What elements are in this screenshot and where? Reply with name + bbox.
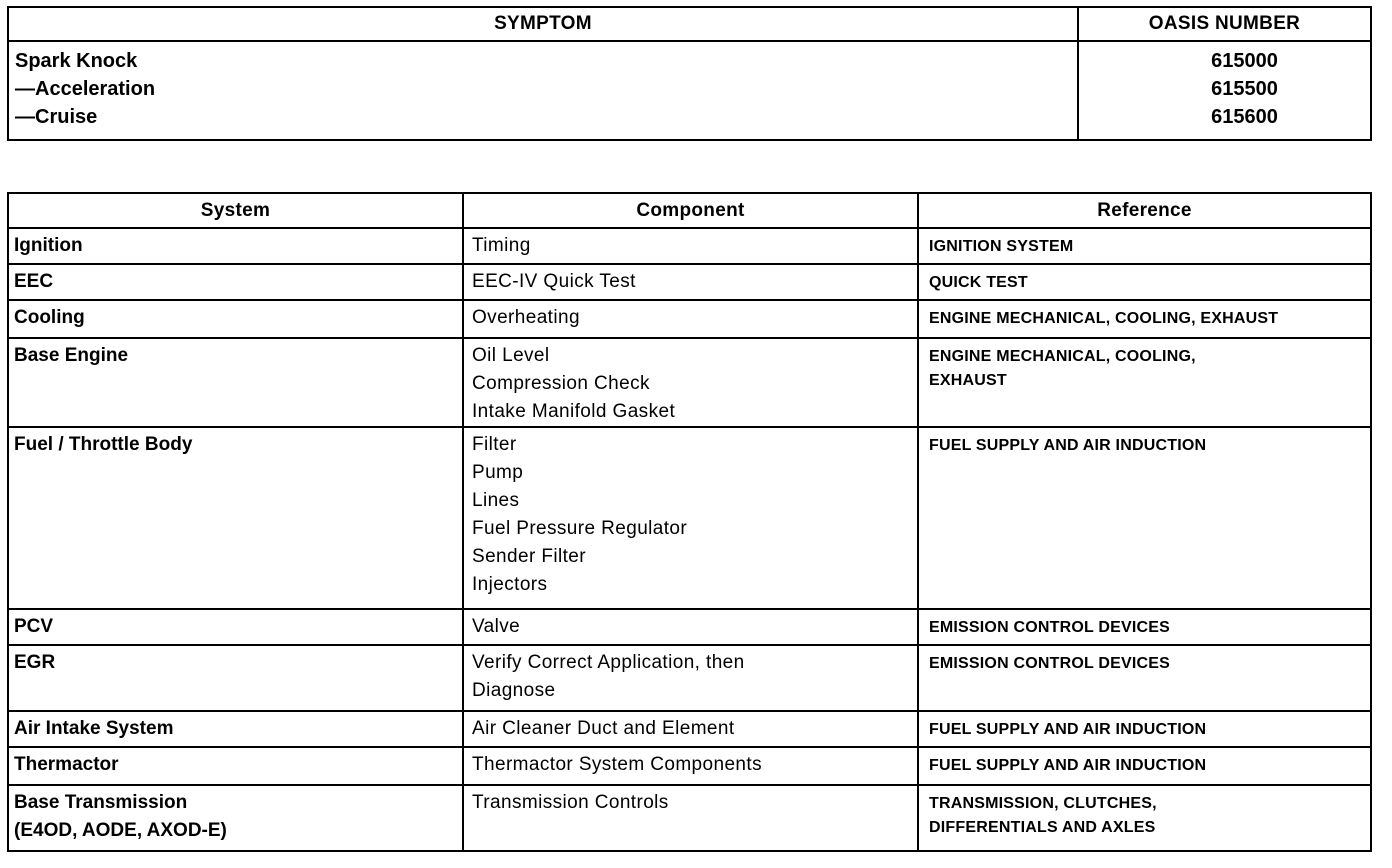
- component-text: Verify Correct Application, then: [472, 652, 745, 673]
- table-row: [8, 609, 1371, 645]
- component-text: Oil Level: [472, 345, 550, 366]
- component-text: Lines: [472, 490, 520, 511]
- component-text: Compression Check: [472, 373, 650, 394]
- system-cell: [8, 609, 463, 645]
- reference-header: Reference: [918, 193, 1371, 228]
- table-row: [8, 300, 1371, 338]
- component-cell: [463, 300, 918, 338]
- reference-text: ENGINE MECHANICAL, COOLING, EXHAUST: [929, 310, 1279, 327]
- table-row: [8, 228, 1371, 264]
- symptom-cell: [8, 41, 1078, 140]
- component-cell: [463, 264, 918, 300]
- component-text: Transmission Controls: [472, 792, 669, 813]
- reference-text: ENGINE MECHANICAL, COOLING,: [929, 348, 1196, 365]
- reference-cell: [918, 645, 1371, 711]
- system-text: Cooling: [14, 307, 85, 328]
- system-text: Air Intake System: [14, 718, 174, 739]
- table-row: [8, 264, 1371, 300]
- system-text: EEC: [14, 271, 54, 292]
- reference-cell: [918, 609, 1371, 645]
- component-text: Diagnose: [472, 680, 556, 701]
- component-text: Injectors: [472, 574, 548, 595]
- system-text: Base Transmission: [14, 792, 188, 813]
- diagnosis-table: [7, 192, 1372, 852]
- system-text: Ignition: [14, 235, 83, 256]
- system-text: (E4OD, AODE, AXOD-E): [14, 820, 227, 841]
- symptom-header: SYMPTOM: [8, 7, 1078, 41]
- reference-cell: [918, 300, 1371, 338]
- component-text: Filter: [472, 434, 517, 455]
- diagnosis-body: [8, 228, 1371, 851]
- oasis-number-header: OASIS NUMBER: [1078, 7, 1371, 41]
- component-text: Valve: [472, 616, 521, 637]
- system-text: Thermactor: [14, 754, 119, 775]
- reference-cell: [918, 747, 1371, 785]
- component-text: EEC-IV Quick Test: [472, 271, 636, 292]
- component-header: Component: [463, 193, 918, 228]
- component-text: Timing: [472, 235, 531, 256]
- symptom-row: [8, 41, 1371, 140]
- component-cell: [463, 338, 918, 427]
- component-text: Pump: [472, 462, 524, 483]
- reference-text: FUEL SUPPLY AND AIR INDUCTION: [929, 721, 1207, 738]
- oasis-number: 615600: [1211, 106, 1278, 128]
- table-row: [8, 747, 1371, 785]
- system-text: PCV: [14, 616, 54, 637]
- symptom-text: —Cruise: [15, 106, 98, 128]
- component-cell: [463, 711, 918, 747]
- system-text: Base Engine: [14, 345, 129, 366]
- table-row: [8, 785, 1371, 851]
- system-text: EGR: [14, 652, 56, 673]
- system-cell: [8, 747, 463, 785]
- reference-cell: [918, 228, 1371, 264]
- symptom-text: —Acceleration: [15, 78, 156, 100]
- system-cell: [8, 785, 463, 851]
- symptom-header-row: [8, 7, 1371, 41]
- diagnosis-header-row: [8, 193, 1371, 228]
- component-cell: [463, 427, 918, 609]
- component-text: Overheating: [472, 307, 580, 328]
- system-cell: [8, 711, 463, 747]
- component-text: Fuel Pressure Regulator: [472, 518, 688, 539]
- component-text: Sender Filter: [472, 546, 586, 567]
- reference-text: DIFFERENTIALS AND AXLES: [929, 819, 1156, 836]
- system-cell: [8, 645, 463, 711]
- system-cell: [8, 338, 463, 427]
- system-text: Fuel / Throttle Body: [14, 434, 193, 455]
- reference-cell: [918, 264, 1371, 300]
- reference-cell: [918, 338, 1371, 427]
- reference-text: QUICK TEST: [929, 274, 1028, 291]
- reference-text: TRANSMISSION, CLUTCHES,: [929, 795, 1157, 812]
- reference-text: EXHAUST: [929, 372, 1007, 389]
- oasis-number: 615000: [1211, 50, 1278, 72]
- system-cell: [8, 427, 463, 609]
- symptom-table: [7, 6, 1372, 141]
- reference-cell: [918, 711, 1371, 747]
- oasis-number: 615500: [1211, 78, 1278, 100]
- table-row: [8, 711, 1371, 747]
- component-text: Intake Manifold Gasket: [472, 401, 676, 422]
- system-cell: [8, 228, 463, 264]
- reference-text: IGNITION SYSTEM: [929, 238, 1074, 255]
- component-cell: [463, 228, 918, 264]
- component-cell: [463, 609, 918, 645]
- system-header: System: [8, 193, 463, 228]
- component-text: Thermactor System Components: [472, 754, 762, 775]
- component-cell: [463, 747, 918, 785]
- oasis-number-cell: [1078, 41, 1371, 140]
- table-row: [8, 427, 1371, 609]
- reference-cell: [918, 785, 1371, 851]
- reference-text: FUEL SUPPLY AND AIR INDUCTION: [929, 757, 1207, 774]
- table-row: [8, 645, 1371, 711]
- component-cell: [463, 645, 918, 711]
- reference-cell: [918, 427, 1371, 609]
- system-cell: [8, 300, 463, 338]
- table-row: [8, 338, 1371, 427]
- component-cell: [463, 785, 918, 851]
- reference-text: FUEL SUPPLY AND AIR INDUCTION: [929, 437, 1207, 454]
- component-text: Air Cleaner Duct and Element: [472, 718, 735, 739]
- system-cell: [8, 264, 463, 300]
- symptom-text: Spark Knock: [15, 50, 138, 72]
- reference-text: EMISSION CONTROL DEVICES: [929, 619, 1170, 636]
- reference-text: EMISSION CONTROL DEVICES: [929, 655, 1170, 672]
